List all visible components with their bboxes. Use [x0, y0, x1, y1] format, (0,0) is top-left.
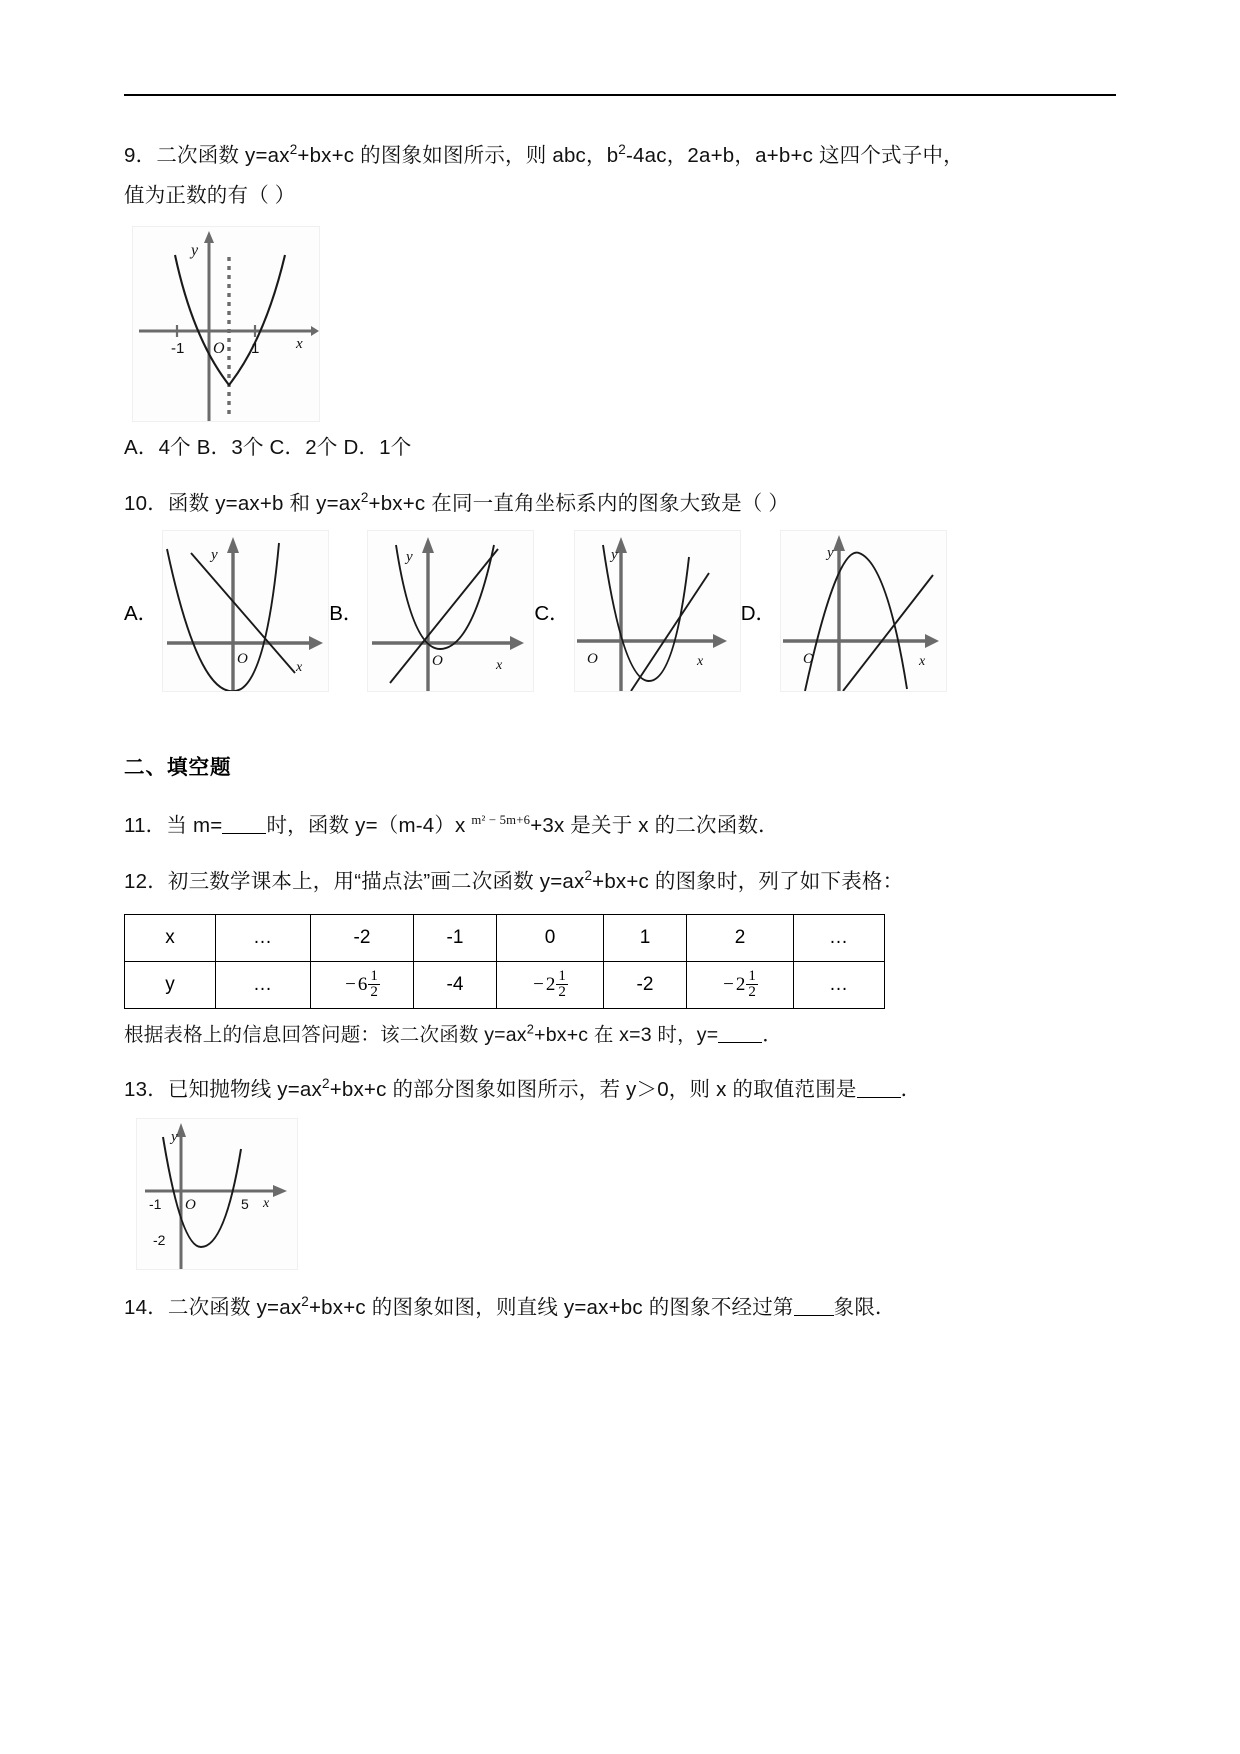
x-axis-label: x: [296, 659, 303, 675]
y-axis-label: y: [610, 546, 618, 563]
section-heading-fill-in-blank: 二、填空题: [124, 755, 232, 779]
question-9-number: 9．: [124, 144, 157, 167]
y-axis-arrow: [227, 537, 239, 553]
table-cell-x-6: …: [794, 914, 885, 961]
question-11-text-part1: 当 m=: [166, 813, 223, 837]
table-cell-y-5: [687, 961, 794, 1008]
table-cell-x-5: 2: [687, 914, 794, 961]
question-13-text-part1: 已知抛物线 y=ax: [167, 1077, 322, 1101]
table-cell-x-2: -1: [414, 914, 497, 961]
spacer: [124, 696, 1124, 750]
question-13-graph-svg: [137, 1119, 297, 1269]
y-axis-label: y: [406, 548, 414, 565]
question-9-text-part1: 二次函数 y=ax: [156, 144, 290, 167]
question-9-text-part3: -4ac，2a+b，a+b+c 这四个式子中，: [626, 144, 964, 167]
origin-label: O: [432, 652, 444, 669]
question-11-text-part3: +3x 是关于 x 的二次函数．: [530, 813, 779, 837]
table-cell-x-3: 0: [497, 914, 604, 961]
question-9-graph: [132, 226, 320, 422]
question-10-text: [124, 484, 1124, 524]
option-c-label: C．: [534, 601, 570, 625]
question-12-followup-part3: ．: [762, 1023, 783, 1046]
question-9-sup1: 2: [289, 142, 298, 158]
question-14-sup1: 2: [301, 1294, 309, 1309]
table-header-x: x: [125, 914, 216, 961]
question-10-option-c: [534, 530, 740, 692]
question-14-number: 14．: [124, 1295, 168, 1319]
spacer: [124, 472, 1124, 484]
tick-label-minus1: -1: [171, 339, 185, 357]
question-13-text-part3: ．: [900, 1077, 922, 1101]
question-13-number: 13．: [124, 1077, 168, 1101]
table-row-x: [125, 914, 885, 961]
option-a-label: A．: [124, 601, 159, 625]
table-header-y: y: [125, 961, 216, 1008]
question-11-text-part2: 时，函数 y=（m-4）x: [266, 813, 466, 837]
x-axis-arrow: [311, 326, 319, 336]
question-10-text-part2: +bx+c 在同一直角坐标系内的图象大致是（ ）: [368, 491, 790, 515]
question-12-answer-blank[interactable]: [718, 1022, 762, 1043]
x-axis-label: x: [496, 657, 503, 673]
tick-label-minus1: -1: [149, 1195, 162, 1212]
question-14-text: [124, 1288, 1124, 1328]
option-d-label: D．: [740, 601, 776, 625]
table-cell-y-3: [497, 961, 604, 1008]
question-14: [124, 1288, 1124, 1328]
x-axis-arrow: [713, 634, 727, 648]
question-12-text-part1: 初三数学课本上，用“描点法”画二次函数 y=ax: [167, 869, 585, 893]
table-cell-x-1: -2: [311, 914, 414, 961]
line-curve: [390, 549, 498, 683]
option-b-graph-svg: [368, 531, 533, 691]
question-10-option-a: [124, 530, 329, 692]
question-10-option-row: [124, 530, 1124, 692]
question-12-followup-sup: 2: [526, 1021, 535, 1037]
question-14-text-part3: 象限．: [833, 1295, 896, 1319]
x-axis-arrow: [273, 1185, 287, 1197]
option-a-graph: [162, 530, 329, 692]
question-11-number: 11．: [124, 813, 167, 837]
question-9-graph-svg: [133, 227, 319, 421]
question-10-text-part1: 函数 y=ax+b 和 y=ax: [167, 491, 361, 515]
option-a-graph-svg: [163, 531, 328, 691]
origin-label: O: [803, 650, 814, 667]
question-11-answer-blank[interactable]: [222, 812, 266, 834]
origin-label: O: [237, 650, 249, 667]
question-13-sup1: 2: [321, 1076, 330, 1092]
header-rule: [124, 94, 1116, 96]
y-axis-label: y: [211, 546, 218, 563]
question-12-followup-part2: +bx+c 在 x=3 时，y=: [534, 1023, 719, 1046]
x-axis-label: x: [696, 653, 703, 669]
line-curve: [843, 575, 933, 691]
question-14-text-part2: +bx+c 的图象如图，则直线 y=ax+bc 的图象不经过第: [309, 1295, 794, 1319]
option-b-label: B．: [329, 601, 364, 625]
question-12-followup-part1: 根据表格上的信息回答问题：该二次函数 y=ax: [124, 1023, 527, 1046]
table-row-y: [125, 961, 885, 1008]
question-13-answer-blank[interactable]: [857, 1076, 901, 1098]
question-14-answer-blank[interactable]: [794, 1294, 834, 1316]
y-axis-arrow: [204, 231, 214, 243]
x-axis-arrow: [925, 634, 939, 648]
table-cell-y-2: -4: [414, 961, 497, 1008]
tick-label-1: 1: [251, 339, 260, 357]
question-12-value-table: [124, 914, 885, 1009]
question-12-text: [124, 862, 1124, 902]
question-10-option-b: [329, 530, 534, 692]
origin-label: O: [213, 339, 225, 357]
question-13: [124, 1070, 1124, 1270]
question-9-text: [124, 136, 1124, 176]
parabola-curve: [603, 545, 689, 681]
question-11-text: [124, 806, 1124, 846]
x-axis-label: x: [296, 335, 303, 352]
question-9-text-line2: 值为正数的有（ ）: [124, 183, 296, 207]
x-axis-arrow: [309, 636, 323, 650]
option-b-graph: [367, 530, 534, 692]
mixed-number: − 2 $\frac{1}{2}$: [533, 968, 566, 1001]
table-cell-y-0: …: [216, 961, 311, 1008]
y-axis-label: y: [827, 544, 834, 561]
question-9: [124, 136, 1124, 468]
question-12-text-part2: +bx+c 的图象时，列了如下表格：: [592, 869, 904, 893]
y-axis-arrow: [833, 535, 845, 551]
tick-label-minus2: -2: [153, 1231, 166, 1248]
option-d-graph: [780, 530, 947, 692]
origin-label: O: [185, 1196, 196, 1213]
spacer: [124, 850, 1124, 862]
parabola-curve: [805, 552, 907, 690]
option-d-graph-svg: [781, 531, 946, 691]
x-axis-arrow: [510, 636, 524, 650]
question-13-graph: [136, 1118, 298, 1270]
tick-label-5: 5: [241, 1195, 249, 1212]
question-11: [124, 806, 1124, 846]
y-axis-label: y: [191, 241, 199, 259]
parabola-curve: [167, 543, 279, 691]
table-cell-x-0: …: [216, 914, 311, 961]
table-cell-x-4: 1: [604, 914, 687, 961]
question-9-text-part2: +bx+c 的图象如图所示，则 abc，b: [297, 144, 619, 167]
x-axis-label: x: [919, 653, 926, 669]
question-13-text-part2: +bx+c 的部分图象如图所示，若 y＞0，则 x 的取值范围是: [329, 1077, 857, 1101]
table-cell-y-4: -2: [604, 961, 687, 1008]
spacer: [124, 1058, 1124, 1070]
spacer: [124, 1276, 1124, 1288]
table-cell-y-1: [311, 961, 414, 1008]
question-12-followup: [124, 1017, 1124, 1054]
question-12-number: 12．: [124, 869, 168, 893]
origin-label: O: [586, 650, 598, 667]
mixed-number: − 2 $\frac{1}{2}$: [723, 968, 756, 1001]
question-10-number: 10．: [124, 491, 168, 515]
question-10-option-d: [741, 530, 947, 692]
question-10: [124, 484, 1124, 692]
question-12: [124, 862, 1124, 1054]
spacer: [124, 780, 1124, 806]
question-14-text-part1: 二次函数 y=ax: [167, 1295, 302, 1319]
table-cell-y-6: …: [794, 961, 885, 1008]
option-c-graph-svg: [575, 531, 740, 691]
question-12-sup1: 2: [584, 868, 593, 884]
x-axis-label: x: [263, 1195, 270, 1211]
y-axis-label: y: [171, 1128, 178, 1145]
line-curve: [631, 573, 709, 691]
question-11-exponent: m² − 5m+6: [471, 813, 531, 828]
question-10-sup1: 2: [360, 490, 369, 506]
question-9-options: A．4个 B．3个 C．2个 D．1个: [124, 435, 412, 459]
question-13-text: [124, 1070, 1124, 1110]
y-axis-arrow: [422, 537, 434, 553]
document-content: [124, 136, 1124, 1332]
question-9-sup2: 2: [618, 142, 627, 158]
option-c-graph: [574, 530, 741, 692]
mixed-number: − 6 $\frac{1}{2}$: [345, 968, 378, 1001]
